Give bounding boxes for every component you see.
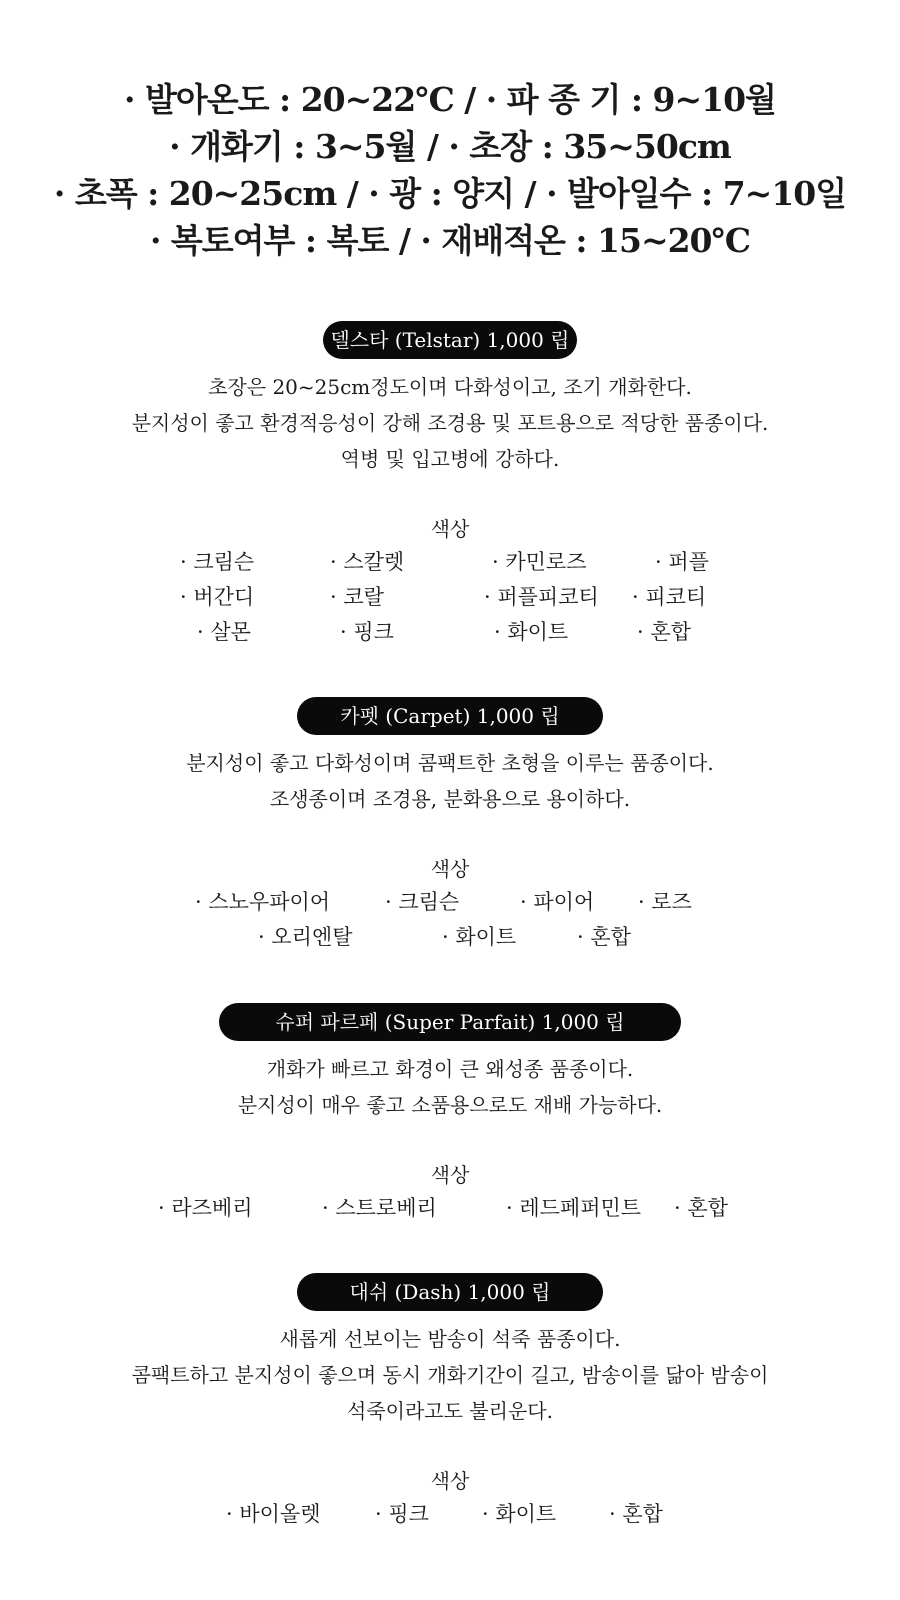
color-row xyxy=(0,885,900,920)
color-option: · 화이트 xyxy=(494,620,569,644)
color-option: · 바이올렛 xyxy=(226,1502,321,1526)
spec-line: · 개화기 : 3~5월 / · 초장 : 35~50cm xyxy=(169,127,731,166)
variety-description xyxy=(0,745,900,817)
variety-section-telstar xyxy=(0,321,900,650)
color-row xyxy=(0,580,900,615)
color-row xyxy=(0,1191,900,1226)
color-row xyxy=(0,545,900,580)
description-line: 새롭게 선보이는 밤송이 석죽 품종이다. xyxy=(279,1327,621,1351)
variety-section-dash xyxy=(0,1273,900,1532)
color-option: · 크림슨 xyxy=(385,890,460,914)
variety-title-badge: 카펫 (Carpet) 1,000 립 xyxy=(297,697,603,735)
spec-line: · 발아온도 : 20~22℃ / · 파 종 기 : 9~10월 xyxy=(124,80,776,119)
color-option: · 로즈 xyxy=(638,890,692,914)
spec-line: · 초폭 : 20~25cm / · 광 : 양지 / · 발아일수 : 7~10일 xyxy=(53,174,847,213)
color-option: · 살몬 xyxy=(197,620,251,644)
color-option: · 버간디 xyxy=(180,585,255,609)
variety-description xyxy=(0,1321,900,1429)
description-line: 분지성이 좋고 다화성이며 콤팩트한 초형을 이루는 품종이다. xyxy=(186,751,714,775)
color-option: · 파이어 xyxy=(520,890,595,914)
color-option: · 스칼렛 xyxy=(330,550,405,574)
description-line: 콤팩트하고 분지성이 좋으며 동시 개화기간이 길고, 밤송이를 닮아 밤송이 xyxy=(131,1363,769,1387)
color-option: · 라즈베리 xyxy=(158,1196,253,1220)
color-option: · 혼합 xyxy=(674,1196,728,1220)
color-option: · 화이트 xyxy=(442,925,517,949)
description-line: 분지성이 매우 좋고 소품용으로도 재배 가능하다. xyxy=(237,1093,663,1117)
color-option: · 코랄 xyxy=(330,585,384,609)
variety-description xyxy=(0,369,900,477)
variety-description xyxy=(0,1051,900,1123)
color-option: · 레드페퍼민트 xyxy=(506,1196,642,1220)
variety-title-badge: 대쉬 (Dash) 1,000 립 xyxy=(297,1273,603,1311)
color-option: · 혼합 xyxy=(609,1502,663,1526)
color-heading: 색상 xyxy=(430,1469,470,1493)
color-option: · 핑크 xyxy=(375,1502,429,1526)
color-option: · 오리엔탈 xyxy=(258,925,353,949)
description-line: 분지성이 좋고 환경적응성이 강해 조경용 및 포트용으로 적당한 품종이다. xyxy=(131,411,769,435)
color-option: · 화이트 xyxy=(482,1502,557,1526)
color-option: · 카민로즈 xyxy=(492,550,587,574)
color-option: · 혼합 xyxy=(577,925,631,949)
variety-section-carpet xyxy=(0,697,900,955)
color-option: · 피코티 xyxy=(632,585,707,609)
color-option: · 핑크 xyxy=(340,620,394,644)
color-row xyxy=(0,1497,900,1532)
color-row xyxy=(0,615,900,650)
description-line: 석죽이라고도 불리운다. xyxy=(347,1399,553,1423)
description-line: 개화가 빠르고 화경이 큰 왜성종 품종이다. xyxy=(266,1057,634,1081)
variety-section-super-parfait xyxy=(0,1003,900,1226)
color-option: · 크림슨 xyxy=(180,550,255,574)
variety-title-badge: 델스타 (Telstar) 1,000 립 xyxy=(323,321,577,359)
color-option: · 스트로베리 xyxy=(322,1196,437,1220)
color-heading: 색상 xyxy=(430,1163,470,1187)
color-option: · 퍼플피코티 xyxy=(484,585,599,609)
color-heading: 색상 xyxy=(430,857,470,881)
cultivation-specs xyxy=(0,76,900,264)
color-option: · 스노우파이어 xyxy=(195,890,331,914)
color-option: · 퍼플 xyxy=(655,550,709,574)
description-line: 조생종이며 조경용, 분화용으로 용이하다. xyxy=(269,787,631,811)
color-heading: 색상 xyxy=(430,517,470,541)
description-line: 초장은 20~25cm정도이며 다화성이고, 조기 개화한다. xyxy=(208,375,692,399)
spec-line: · 복토여부 : 복토 / · 재배적온 : 15~20℃ xyxy=(149,221,751,260)
variety-title-badge: 슈퍼 파르페 (Super Parfait) 1,000 립 xyxy=(219,1003,681,1041)
color-option: · 혼합 xyxy=(637,620,691,644)
color-row xyxy=(0,920,900,955)
description-line: 역병 및 입고병에 강하다. xyxy=(340,447,560,471)
